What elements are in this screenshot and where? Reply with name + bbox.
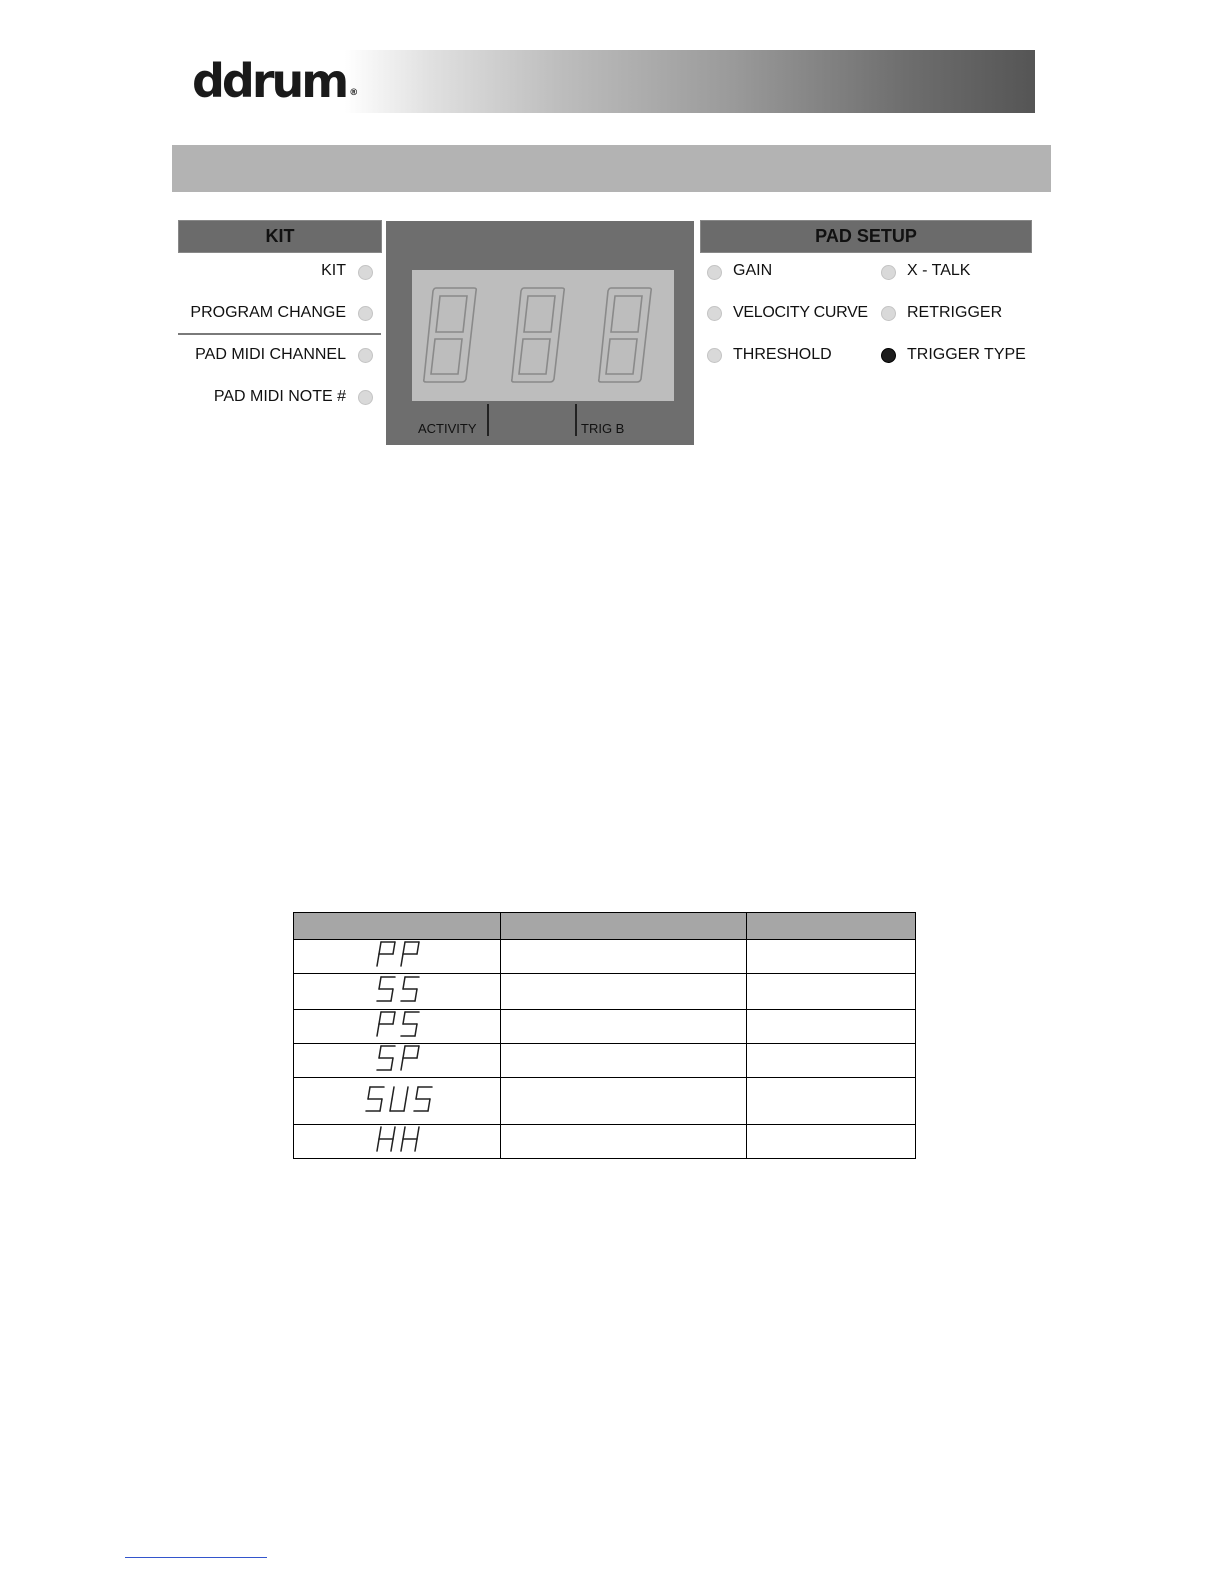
table-header-cell: [294, 913, 501, 940]
table-cell: [500, 940, 747, 974]
display-digit-1: [422, 284, 478, 386]
kit-item-pad-midi-channel-label: PAD MIDI CHANNEL: [195, 346, 346, 363]
segment-stroke: [403, 1046, 405, 1058]
threshold-led-indicator: [707, 348, 722, 363]
segment-code-cell: [294, 940, 501, 974]
x-talk-led-indicator: [881, 265, 896, 280]
velocity-curve-label: VELOCITY CURVE: [733, 304, 868, 321]
retrigger-led-indicator: [881, 306, 896, 321]
pad-setup-panel-header: PAD SETUP: [700, 220, 1032, 253]
gain-led-indicator: [707, 265, 722, 280]
lcd-screen: [412, 270, 674, 401]
segment-code-cell: [294, 1078, 501, 1125]
trig-b-label: TRIG B: [581, 421, 625, 436]
segment-stroke: [401, 954, 403, 966]
kit-led-indicator: [358, 265, 373, 280]
x-talk-label: X - TALK: [907, 262, 971, 279]
activity-divider: [487, 404, 489, 436]
trig-b-divider: [575, 404, 577, 436]
display-digit-3: [597, 284, 653, 386]
table-cell: [747, 940, 916, 974]
kit-item-kit-label: KIT: [321, 262, 346, 279]
segment-stroke: [380, 1099, 382, 1111]
table-row: [294, 974, 916, 1010]
segment-stroke: [403, 942, 405, 954]
segment-stroke: [417, 942, 419, 954]
table-header-row: [294, 913, 916, 940]
kit-item-program-change-label: PROGRAM CHANGE: [190, 304, 346, 321]
table-cell: [500, 1125, 747, 1159]
display-digit-2: [510, 284, 566, 386]
table-cell: [747, 1125, 916, 1159]
segment-code-ss: [362, 975, 432, 1003]
segment-stroke: [391, 1139, 393, 1151]
trigger-type-led-indicator: [881, 348, 896, 363]
footer-link-underline[interactable]: [125, 1557, 267, 1558]
segment-stroke: [416, 1087, 418, 1099]
segment-stroke: [392, 1087, 394, 1099]
program-change-led-indicator: [358, 306, 373, 321]
section-title-band: [172, 145, 1051, 192]
segment-code-cell: [294, 1125, 501, 1159]
segment-stroke: [403, 977, 405, 989]
segment-stroke: [406, 1087, 408, 1099]
segment-code-pp: [362, 940, 432, 968]
table-cell: [500, 1044, 747, 1078]
segment-stroke: [401, 1058, 403, 1070]
ddrum-logo: [192, 54, 358, 108]
segment-code-ps: [362, 1010, 432, 1038]
segment-stroke: [377, 1024, 379, 1036]
segment-stroke: [377, 1139, 379, 1151]
segment-code-cell: [294, 1010, 501, 1044]
pad-midi-channel-led-indicator: [358, 348, 373, 363]
segment-stroke: [401, 1139, 403, 1151]
velocity-curve-led-indicator: [707, 306, 722, 321]
table-cell: [500, 1078, 747, 1125]
segment-code-cell: [294, 974, 501, 1010]
segment-stroke: [417, 1046, 419, 1058]
segment-stroke: [379, 977, 381, 989]
segment-stroke: [379, 942, 381, 954]
table-header-cell: [500, 913, 747, 940]
segment-stroke: [403, 1012, 405, 1024]
segment-code-hh: [362, 1125, 432, 1153]
segment-stroke: [415, 1139, 417, 1151]
table-cell: [500, 1010, 747, 1044]
segment-stroke: [391, 1058, 393, 1070]
seven-segment-display-panel: [386, 221, 694, 445]
segment-stroke: [404, 1099, 406, 1111]
segment-stroke: [391, 989, 393, 1001]
segment-code-sp: [362, 1044, 432, 1072]
table-row: [294, 1044, 916, 1078]
kit-item-pad-midi-note-label: PAD MIDI NOTE #: [213, 388, 346, 405]
table-cell: [747, 1010, 916, 1044]
registered-mark: ®: [349, 88, 359, 98]
table-row: [294, 1078, 916, 1125]
segment-stroke: [403, 1127, 405, 1139]
trigger-type-table: [293, 912, 916, 1159]
logo-text: ddrum: [192, 54, 347, 108]
segment-stroke: [379, 1012, 381, 1024]
activity-label: ACTIVITY: [418, 421, 477, 436]
segment-stroke: [368, 1087, 370, 1099]
segment-stroke: [415, 1024, 417, 1036]
gain-label: GAIN: [733, 262, 773, 279]
segment-stroke: [379, 1046, 381, 1058]
segment-stroke: [377, 954, 379, 966]
segment-stroke: [390, 1099, 392, 1111]
trigger-type-label: TRIGGER TYPE: [907, 346, 1026, 363]
table-cell: [747, 1044, 916, 1078]
segment-stroke: [393, 1127, 395, 1139]
table-header-cell: [747, 913, 916, 940]
table-row: [294, 940, 916, 974]
table-cell: [500, 974, 747, 1010]
segment-stroke: [379, 1127, 381, 1139]
segment-stroke: [415, 989, 417, 1001]
segment-code-sus: [352, 1085, 442, 1113]
table-row: [294, 1010, 916, 1044]
brand-header: [172, 50, 1035, 113]
segment-stroke: [428, 1099, 430, 1111]
pad-midi-note-led-indicator: [358, 390, 373, 405]
table-cell: [747, 1078, 916, 1125]
table-cell: [747, 974, 916, 1010]
segment-stroke: [393, 1012, 395, 1024]
segment-stroke: [393, 942, 395, 954]
segment-stroke: [417, 1127, 419, 1139]
kit-panel-header: KIT: [178, 220, 382, 253]
threshold-label: THRESHOLD: [733, 346, 832, 363]
retrigger-label: RETRIGGER: [907, 304, 1003, 321]
table-row: [294, 1125, 916, 1159]
kit-panel-divider: [178, 333, 381, 335]
segment-code-cell: [294, 1044, 501, 1078]
